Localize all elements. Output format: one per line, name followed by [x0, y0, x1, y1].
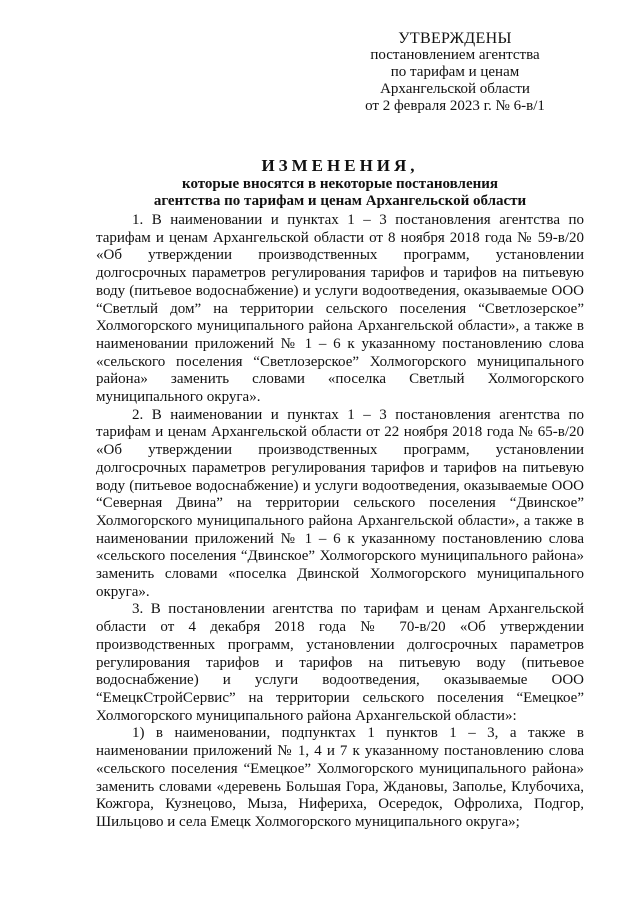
paragraph: 2. В наименовании и пунктах 1 – 3 постановления агентства по тарифам и ценам Архангельской области от 22 ноября 2018 года № 65-в/20 «Об утверждении производственных программ, установлении долгосрочных параметров регулирования тарифов и тарифов на питьевую воду (питьевое водоснабжение) и услуги водоотведения, оказываемые ООО “Северная Двина” на территории сельского поселения “Двинское” Холмогорского муниципального района Архангельской области», а также в наименовании приложений № 1 – 6 к указанному постановлению слова «сельского поселения “Двинское” Холмогорского муниципального района» заменить словами «поселка Двинской Холмогорского муниципального округа». — [96, 406, 584, 600]
paragraph: 1. В наименовании и пунктах 1 – 3 постановления агентства по тарифам и ценам Архангельской области от 8 ноября 2018 года № 59-в/20 «Об утверждении производственных программ, установлении долгосрочных параметров регулирования тарифов и тарифов на питьевую воду (питьевое водоснабжение) и услуги водоотведения, оказываемые ООО “Светлый дом” на территории сельского поселения “Светлозерское” Холмогорского муниципального района Архангельской области», а также в наименовании приложений № 1 – 6 к указанному постановлению слова «сельского поселения “Светлозерское” Холмогорского муниципального района» заменить словами «поселка Светлый Холмогорского муниципального округа». — [96, 212, 584, 406]
document-subtitle: которые вносятся в некоторые постановления — [182, 176, 498, 192]
approval-line: по тарифам и ценам — [390, 64, 520, 80]
approval-line: постановлением агентства — [370, 47, 540, 63]
approval-date-number: от 2 февраля 2023 г. № 6-в/1 — [365, 98, 545, 114]
approval-title: УТВЕРЖДЕНЫ — [398, 30, 512, 47]
document-heading — [96, 156, 584, 210]
document-title: ИЗМЕНЕНИЯ, — [261, 156, 419, 175]
paragraph: 1) в наименовании, подпунктах 1 пунктов 1 – 3, а также в наименовании приложений № 1, 4 и 7 к указанному постановлению слова «сельского поселения “Емецкое” Холмогорского муниципального района» заменить словами «деревень Большая Гора, Ждановы, Заполье, Клубочиха, Кожгора, Кузнецово, Мыза, Нифериха, Осередок, Офролиха, Подгор, Шильцово и села Емецк Холмогорского муниципального округа»; — [96, 725, 584, 830]
document-subtitle: агентства по тарифам и ценам Архангельской области — [153, 193, 527, 209]
paragraph: 3. В постановлении агентства по тарифам и ценам Архангельской области от 4 декабря 2018 года № 70-в/20 «Об утверждении производственных программ, установлении долгосрочных параметров регулирования тарифов и тарифов на питьевую воду (питьевое водоснабжение) и услуги водоотведения, оказываемые ООО “ЕмецкСтройСервис” на территории сельского поселения “Емецкое” Холмогорского муниципального района Архангельской области»: — [96, 601, 584, 724]
document-body — [96, 212, 584, 832]
approval-stamp — [350, 30, 560, 115]
approval-line: Архангельской области — [380, 81, 530, 97]
